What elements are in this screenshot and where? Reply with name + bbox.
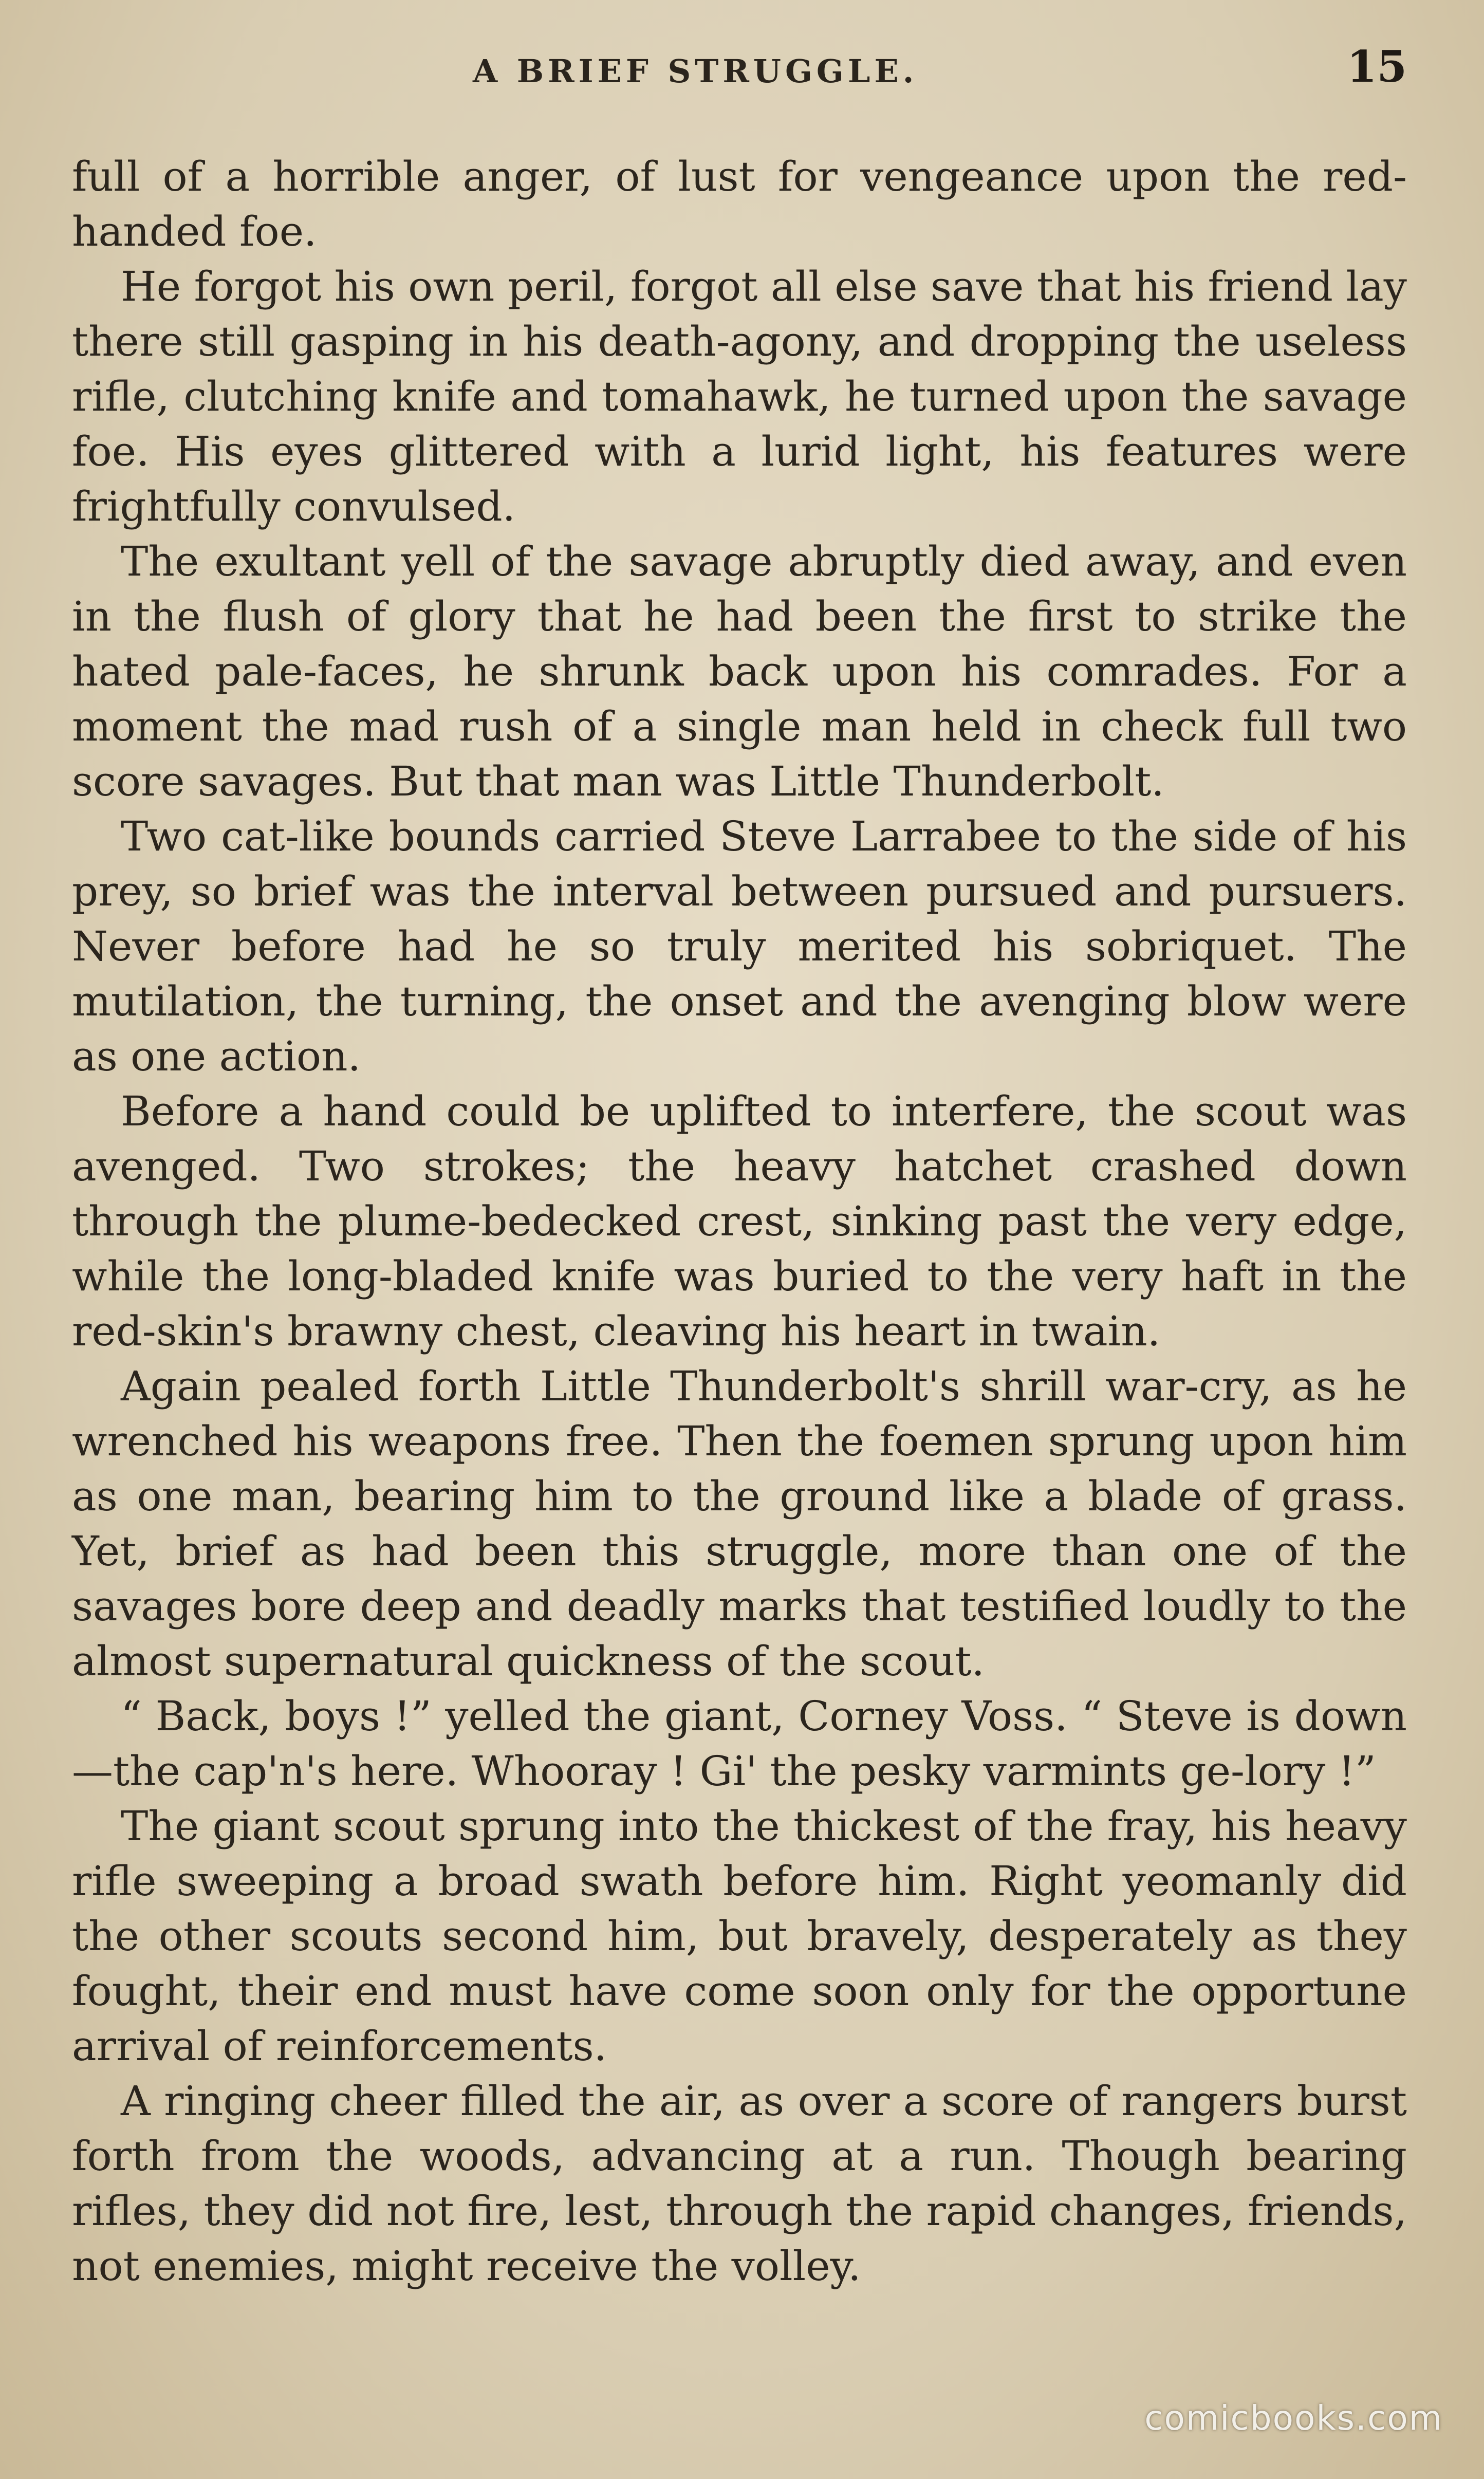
paragraph-6: Again pealed forth Little Thunderbolt's shrill war-cry, as he wrenched his weapons free. Then the foemen sprung upon him as one man, bearing him to the ground like a blade of grass. Yet, brief as had been this struggle, more than one of the savages bore deep and deadly marks that testified loudly to the almost supernatural quickness of the scout.: [72, 1362, 1407, 1685]
paragraph-9: A ringing cheer filled the air, as over a score of rangers burst forth from the woods, advancing at a run. Though bearing rifles, they did not fire, lest, through the rapid changes, friends, not enemies, might receive the volley.: [72, 2077, 1407, 2290]
paragraph-3: The exultant yell of the savage abruptly died away, and even in the flush of glory that he had been the first to strike the hated pale-faces, he shrunk back upon his comrades. For a moment the mad rush of a single man held in check full two score savages. But that man was Little Thunderbolt.: [72, 538, 1407, 805]
paragraph-5: Before a hand could be uplifted to interfere, the scout was avenged. Two strokes; the heavy hatchet crashed down through the plume-bedecked crest, sinking past the very edge, while the long-bladed knife was buried to the very haft in the red-skin's brawny chest, cleaving his heart in twain.: [72, 1087, 1407, 1355]
page-body: [72, 149, 1407, 2293]
paragraph-1: full of a horrible anger, of lust for vengeance upon the red-handed foe.: [72, 153, 1407, 255]
paragraph-4: Two cat-like bounds carried Steve Larrabee to the side of his prey, so brief was the interval between pursued and pursuers. Never before had he so truly merited his sobriquet. The mutilation, the turning, the onset and the avenging blow were as one action.: [72, 812, 1407, 1080]
paragraph-2: He forgot his own peril, forgot all else save that his friend lay there still gasping in his death-agony, and dropping the useless rifle, clutching knife and tomahawk, he turned upon the savage foe. His eyes glittered with a lurid light, his features were frightfully convulsed.: [72, 263, 1407, 530]
page-number: 15: [1347, 41, 1407, 92]
paragraph-8: The giant scout sprung into the thickest of the fray, his heavy rifle sweeping a broad swath before him. Right yeomanly did the other scouts second him, but bravely, desperately as they fought, their end must have come soon only for the opportune arrival of reinforcements.: [72, 1802, 1407, 2070]
paragraph-7: “ Back, boys !” yelled the giant, Corney Voss. “ Steve is down—the cap'n's here. Whooray ! Gi' the pesky varmints ge-lory !”: [72, 1692, 1407, 1795]
page-header: [72, 41, 1407, 118]
running-head: A BRIEF STRUGGLE.: [473, 52, 918, 90]
watermark: comicbooks.com: [1144, 2398, 1443, 2438]
